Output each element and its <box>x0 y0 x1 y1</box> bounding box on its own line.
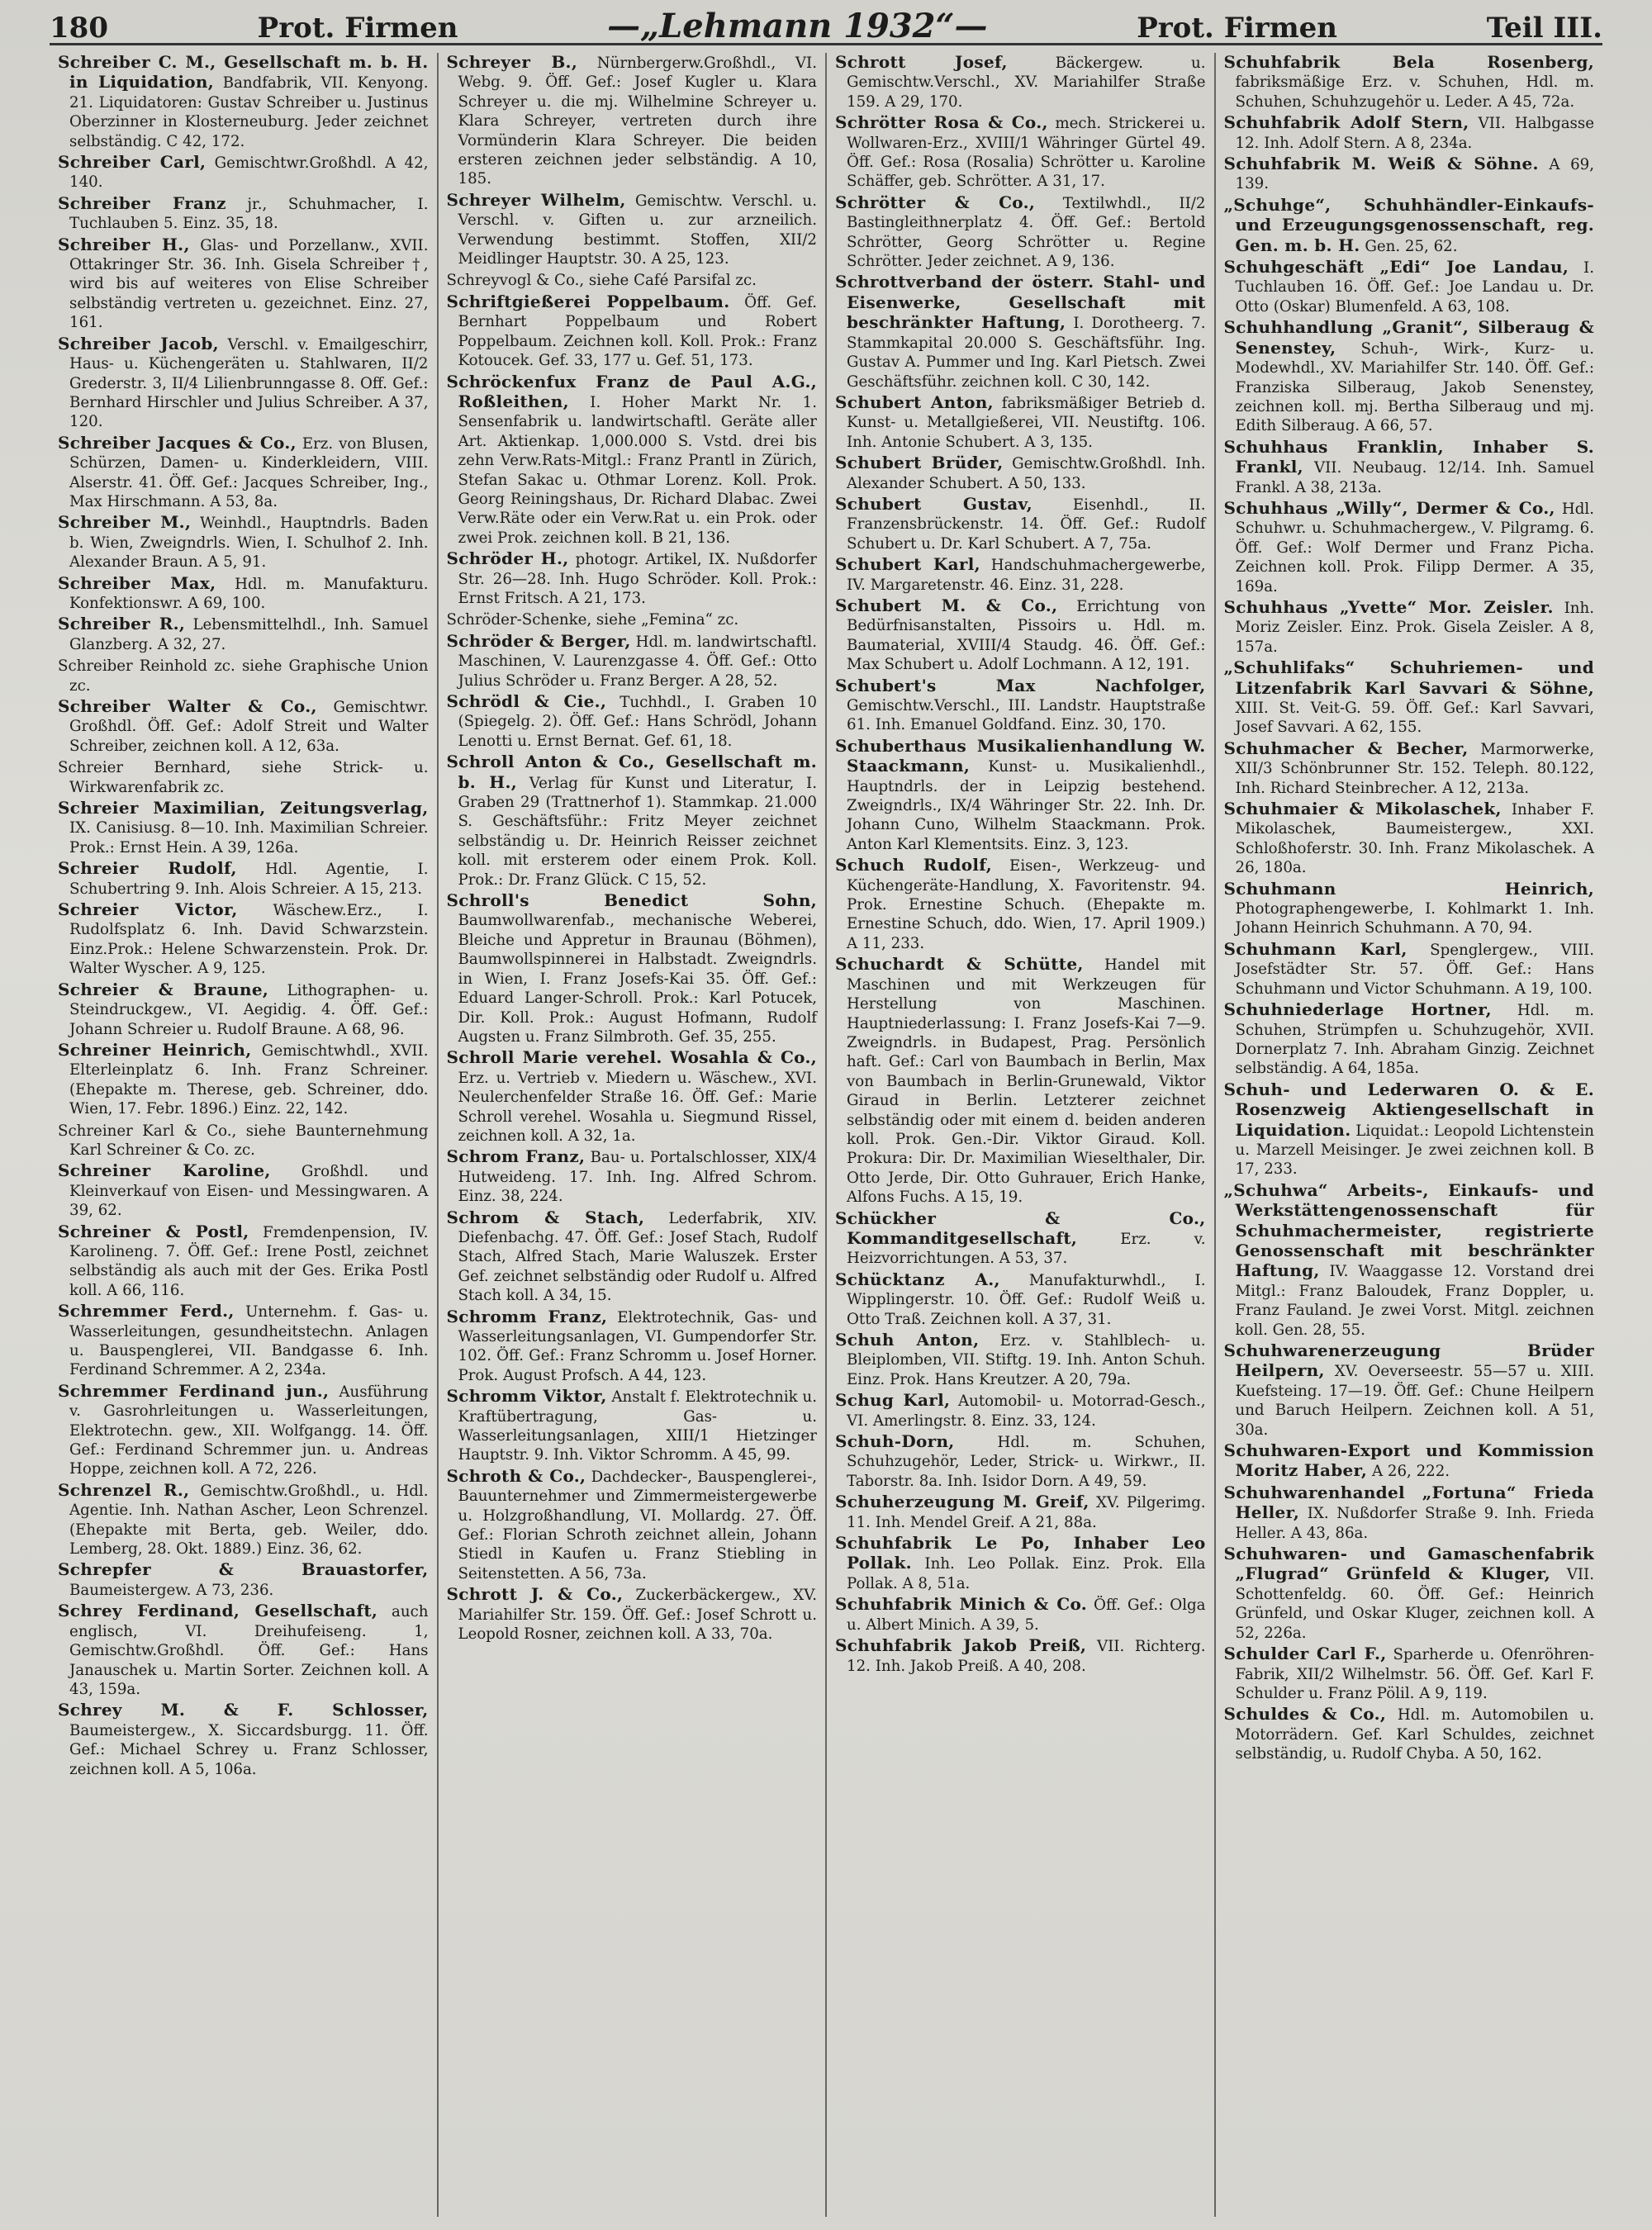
directory-entry <box>1224 739 1595 798</box>
entry-details: XIII. St. Veit-G. 59. Öff. Gef.: Karl Savvari, Josef Savvari. A 62, 155. <box>1235 700 1594 737</box>
firm-name: Schreiber Franz <box>58 192 226 213</box>
firm-name: Schuberthaus Musikalienhandlung W. Staackmann, <box>835 735 1206 776</box>
firm-name: Schug Karl, <box>835 1390 951 1411</box>
entry-details: Lederfabrik, XIV. Diefenbachg. 47. Öff. Gef.: Josef Stach, Rudolf Stach, Alfred Stach, Marie Waluszek. Erster Gef. zeichnet selbständig oder Rudolf u. Alfred Stach koll. A 34, 15. <box>458 1209 817 1305</box>
firm-name: Schreiner Karoline, <box>58 1160 271 1181</box>
entry-details: Erz. u. Vertrieb v. Miedern u. Wäschew., XVI. Neulerchenfelder Straße 16. Öff. Gef.: Marie Schroll verehel. Wosahla u. Siegmund Rissel, zeichnen koll. A 32, 1a. <box>458 1069 817 1145</box>
directory-entry <box>1224 1341 1595 1440</box>
directory-entry <box>1224 658 1595 738</box>
firm-name: Schuhfabrik M. Weiß & Söhne. <box>1223 154 1539 174</box>
directory-entry <box>58 513 429 572</box>
directory-entry <box>58 697 429 756</box>
entry-details: Liquidat.: Leopold Lichtenstein u. Marzell Meisinger. Je zwei zeichnen koll. B 17, 233. <box>1235 1122 1594 1179</box>
firm-name: Schrom & Stach, <box>446 1207 645 1227</box>
entry-details: Dachdecker-, Bauspenglerei-, Bauunternehmer und Zimmermeistergewerbe u. Holzgroßhandlung, VI. Mollardg. 27. Öff. Gef.: Florian Schroth zeichnet allein, Johann Stiedl in Kaufen u. Franz Stiebling in Seitenstetten. A 56, 73a. <box>458 1468 817 1582</box>
firm-name: Schreier Rudolf, <box>58 858 237 879</box>
entry-details: Baumwollwarenfab., mechanische Weberei, Bleiche und Appretur in Braunau (Böhmen), Baumwollspinnerei in Halbstadt. Zweigndrls. in Wien, I. Franz Josefs-Kai 35. Öff. Gef.: Eduard Langer-Schroll. Prok.: Karl Potucek, Dir. Koll. Prok.: August Hofmann, Rudolf Augsten u. Franz Silmbroth. Gef. 35, 255. <box>458 912 817 1046</box>
directory-entry <box>58 1481 429 1559</box>
entry-details: jr., Schuhmacher, I. Tuchlauben 5. Einz. 35, 18. <box>69 195 429 233</box>
entry-details: Hdl. m. Manufakturu. Konfektionswr. A 69, 100. <box>69 575 429 612</box>
directory-entry <box>835 1270 1206 1329</box>
entry-details: Automobil- u. Motorrad-Gesch., VI. Amerlingstr. 8. Einz. 33, 124. <box>847 1393 1206 1430</box>
entry-details: Glas- und Porzellanw., XVII. Ottakringer Str. 36. Inh. Gisela Schreiber †, wird bis auf weiteres von Elise Schreiber selbständig vertreten u. gezeichnet. Einz. 27, 161. <box>69 236 429 332</box>
firm-name: Schuhhandlung „Granit“, Silberaug & Senenstey, <box>1223 317 1594 358</box>
directory-entry <box>447 1585 818 1644</box>
firm-name: Schuhmann Heinrich, <box>1223 878 1594 899</box>
directory-entry <box>1224 1000 1595 1079</box>
entry-details: Gemischtwr.Großhdl. A 42, 140. <box>69 154 429 192</box>
directory-entry <box>58 235 429 333</box>
firm-name: Schrottverband der österr. Stahl- und Eisenwerke, Gesellschaft mit beschränkter Haftung, <box>835 272 1206 333</box>
directory-entry <box>1224 499 1595 596</box>
firm-name: Schuhfabrik Jakob Preiß, <box>835 1635 1087 1656</box>
directory-entry <box>58 434 429 512</box>
directory-entry <box>835 53 1206 112</box>
firm-name: Schuh- und Lederwaren O. & E. Rosenzweig Aktiengesellschaft in Liquidation. <box>1223 1079 1594 1140</box>
directory-entry <box>58 859 429 899</box>
entry-details: I. Tuchlauben 16. Öff. Gef.: Joe Landau u. Dr. Otto (Oskar) Blumenfeld. A 63, 108. <box>1235 259 1595 316</box>
firm-name: Schuch Rudolf, <box>835 855 993 875</box>
firm-name: Schrey M. & F. Schlosser, <box>58 1700 429 1720</box>
directory-entry <box>58 799 429 857</box>
directory-entry <box>447 191 818 269</box>
directory-entry <box>1224 1483 1595 1543</box>
firm-name: Schröckenfux Franz de Paul A.G., Roßleithen, <box>446 371 817 411</box>
columns-container <box>50 53 1602 2217</box>
directory-entry <box>835 737 1206 854</box>
firm-name: Schrom Franz, <box>446 1146 586 1167</box>
entry-details: Öff. Gef.: Olga u. Albert Minich. A 39, 5. <box>847 1597 1206 1634</box>
directory-entry <box>1224 880 1595 938</box>
entry-details: auch englisch, VI. Dreihufeiseng. 1, Gemischtw.Großhdl. Öff. Gef.: Hans Janauschek u. Martin Sorter. Zeichnen koll. A 43, 159a. <box>69 1603 429 1698</box>
firm-name: Schreiber H., <box>58 234 190 254</box>
firm-name: Schreiber C. M., Gesellschaft m. b. H. in Liquidation, <box>58 53 429 93</box>
entry-details: IX. Nußdorfer Straße 9. Inh. Frieda Heller. A 43, 86a. <box>1235 1505 1594 1542</box>
directory-entry <box>447 1387 818 1465</box>
firm-name: Schuhfabrik Le Po, Inhaber Leo Pollak. <box>835 1533 1206 1573</box>
firm-name: Schückher & Co., Kommanditgesellschaft, <box>835 1208 1206 1248</box>
entry-details: Zuckerbäckergew., XV. Mariahilfer Str. 159. Öff. Gef.: Josef Schrott u. Leopold Rosner, zeichnen koll. A 33, 70a. <box>458 1587 817 1644</box>
directory-entry <box>447 610 818 629</box>
entry-details: Lithographen- u. Steindruckgew., VI. Aegidig. 4. Öff. Gef.: Johann Schreier u. Rudolf Braune. A 68, 96. <box>69 981 429 1038</box>
firm-name: Schuhhaus Franklin, Inhaber S. Frankl, <box>1223 436 1594 477</box>
directory-entry <box>447 1467 818 1583</box>
firm-name: „Schuhwa“ Arbeits-, Einkaufs- und Werkstättengenossenschaft für Schuhmachermeister, registrierte Genossenschaft mit beschränkter Haftung, <box>1223 1179 1594 1281</box>
directory-entry <box>1224 1080 1595 1179</box>
firm-name: Schreyer Wilhelm, <box>446 189 626 210</box>
directory-entry <box>835 955 1206 1207</box>
entry-details: Hdl. Schuhwr. u. Schuhmachergew., V. Pilgramg. 6. Öff. Gef.: Wolf Dermer und Franz Picha. Zeichnen koll. Prok. Filipp Dermer. A 35, 169a. <box>1235 500 1594 595</box>
left-running-title: Prot. Firmen <box>257 12 458 45</box>
directory-entry <box>1224 196 1595 256</box>
entry-details: Wäschew.Erz., I. Rudolfsplatz 6. Inh. David Schwarzstein. Einz.Prok.: Helene Schwarzenstein. Prok. Dr. Walter Wyscher. A 9, 125. <box>69 902 429 978</box>
directory-entry <box>58 757 429 797</box>
directory-entry <box>58 900 429 979</box>
firm-name: Schuldes & Co., <box>1223 1704 1387 1725</box>
directory-entry <box>1224 940 1595 999</box>
firm-name: Schreiner & Postl, <box>58 1221 249 1241</box>
firm-name: Schuhfabrik Adolf Stern, <box>1223 112 1469 133</box>
entry-details: Eisenhdl., II. Franzensbrückenstr. 14. Öff. Gef.: Rudolf Schubert u. Dr. Karl Schubert. A 7, 75a. <box>847 496 1206 553</box>
directory-entry <box>447 692 818 751</box>
entry-details: A 26, 222. <box>1367 1463 1450 1481</box>
firm-name: Schröder H., <box>446 548 569 569</box>
directory-entry <box>835 856 1206 953</box>
firm-name: Schroll's Benedict Sohn, <box>446 890 817 911</box>
entry-details: XV. Oeverseestr. 55—57 u. XIII. Kuefsteing. 17—19. Öff. Gef.: Chune Heilpern und Baruch Heilpern. Zeichnen koll. A 51, 30a. <box>1235 1363 1594 1439</box>
entry-details: Erz. v. Heizvorrichtungen. A 53, 37. <box>847 1230 1206 1268</box>
firm-name: Schreiber Walter & Co., <box>58 696 317 716</box>
entry-details: VII. Richterg. 12. Inh. Jakob Preiß. A 40, 208. <box>847 1638 1206 1675</box>
entry-details: photogr. Artikel, IX. Nußdorfer Str. 26—28. Inh. Hugo Schröder. Koll. Prok.: Ernst Fritsch. A 21, 173. <box>458 551 818 607</box>
entry-details: Verschl. v. Emailgeschirr, Haus- u. Küchengeräten u. Stahlwaren, II/2 Grederstr. 3, II/4 Lilienbrunngasse 8. Off. Gef.: Bernhard Hirschler und Julius Schreiber. A 37, 120. <box>69 335 429 431</box>
firm-name: Schreiber Jacob, <box>58 333 219 353</box>
entry-details: Elektrotechnik, Gas- und Wasserleitungsanlagen, VI. Gumpendorfer Str. 102. Öff. Gef.: Franz Schromm u. Josef Horner. Prok. August Profsch. A 44, 123. <box>458 1308 817 1384</box>
directory-entry <box>58 1222 429 1301</box>
entry-details: Öff. Gef. Bernhart Poppelbaum und Robert Poppelbaum. Zeichnen koll. Koll. Prok.: Franz Kotoucek. Gef. 33, 177 u. Gef. 51, 173. <box>458 293 818 370</box>
entry-details: Kunst- u. Musikalienhdl., Hauptndrls. der in Leipzig bestehend. Zweigndrls., IX/4 Währinger Str. 22. Inh. Dr. Johann Cuno, Wilhelm Staackmann. Prok. Anton Karl Klementsits. Einz. 3, 123. <box>847 758 1206 853</box>
directory-entry <box>58 1701 429 1779</box>
firm-name: Schreiber Carl, <box>58 152 206 173</box>
text-column <box>1216 53 1603 2217</box>
firm-name: Schrödl & Cie., <box>446 691 607 711</box>
text-column <box>827 53 1216 2217</box>
entry-details: Manufakturwhdl., I. Wipplingerstr. 10. Öff. Gef.: Rudolf Weiß u. Otto Traß. Zeichnen koll. A 37, 31. <box>847 1271 1206 1328</box>
firm-name: Schuhhaus „Willy“, Dermer & Co., <box>1223 497 1555 518</box>
entry-details: Eisen-, Werkzeug- und Küchengeräte-Handlung, X. Favoritenstr. 94. Prok. Ernestine Schuch. (Ehepakte m. Ernestine Schuch, ddo. Wien, 17. April 1909.) A 11, 233. <box>847 857 1206 952</box>
directory-entry <box>447 270 818 290</box>
directory-entry <box>58 980 429 1039</box>
entry-details: Anstalt f. Elektrotechnik u. Kraftübertragung, Gas- u. Wasserleitungsanlagen, XIII/1 Hietzinger Hauptstr. 9. Inh. Viktor Schromm. A 45, 99. <box>458 1388 818 1464</box>
directory-entry <box>835 1636 1206 1676</box>
directory-entry <box>835 1432 1206 1491</box>
entry-details: Marmorwerke, XII/3 Schönbrunner Str. 152. Teleph. 80.122, Inh. Richard Steinbrecher. A 12, 213a. <box>1235 740 1594 797</box>
directory-entry <box>1224 1644 1595 1703</box>
firm-name: Schubert's Max Nachfolger, <box>835 675 1206 695</box>
entry-details: Inh. Leo Pollak. Einz. Prok. Ella Pollak. A 8, 51a. <box>847 1555 1206 1592</box>
entry-details: Schuh-, Wirk-, Kurz- u. Modewhdl., XV. Mariahilfer Str. 140. Öff. Gef.: Franziska Silberaug, Jakob Senenstey, zeichnen koll. mj. Bertha Silberaug und mj. Edith Silberaug. A 66, 57. <box>1235 339 1594 435</box>
entry-details: IV. Waaggasse 12. Vorstand drei Mitgl.: Franz Baloudek, Franz Doppler, u. Franz Fauland. Je zwei Vorst. Mitgl. zeichnen koll. Gen. 28, 55. <box>1235 1263 1594 1339</box>
entry-details: Handel mit Maschinen und mit Werkzeugen für Herstellung von Maschinen. Hauptniederlassung: I. Franz Josefs-Kai 7—9. Zweigndrls. in Budapest, Prag. Persönlich haft. Gef.: Carl von Baumbach in Berlin, Max von Baumbach in Berlin-Grunewald, Viktor Giraud in Berlin. Letzterer zeichnet selbständig oder mit einem d. beiden anderen koll. Prok. Gen.-Dir. Viktor Giraud. Koll. Prokura: Dir. Dr. Maximilian Wieselthaler, Dir. Otto Jerde, Dir. Otto Guhrauer, Erich Hanke, Alfons Fuchs. A 15, 19. <box>847 956 1206 1207</box>
firm-name: Schroll Anton & Co., Gesellschaft m. b. H., <box>446 752 817 792</box>
directory-entry <box>58 1382 429 1479</box>
directory-entry <box>58 1302 429 1380</box>
entry-details: Baumeistergew. A 73, 236. <box>69 1581 274 1599</box>
firm-name: Schremmer Ferdinand jun., <box>58 1380 330 1401</box>
entry-details: Großhdl. und Kleinverkauf von Eisen- und Messingwaren. A 39, 62. <box>69 1163 429 1220</box>
directory-entry <box>1224 1441 1595 1482</box>
firm-name: Schuhhaus „Yvette“ Mor. Zeisler. <box>1223 596 1554 617</box>
entry-details: VII. Neubaug. 12/14. Inh. Samuel Frankl. A 38, 213a. <box>1235 459 1594 496</box>
entry-details: Lebensmittelhdl., Inh. Samuel Glanzberg. A 32, 27. <box>69 616 429 653</box>
directory-entry <box>58 1560 429 1600</box>
text-column <box>439 53 828 2217</box>
entry-details: Weinhdl., Hauptndrls. Baden b. Wien, Zweigndrls. Wien, I. Schulhof 2. Inh. Alexander Braun. A 5, 91. <box>69 515 429 572</box>
directory-entry <box>447 53 818 189</box>
directory-entry <box>1224 1705 1595 1763</box>
directory-entry <box>447 752 818 890</box>
entry-details: Gemischtwr. Großhdl. Öff. Gef.: Adolf Streit und Walter Schreiber, zeichnen koll. A 12, 63a. <box>69 699 429 755</box>
firm-name: Schreiber M., <box>58 512 192 533</box>
entry-details: A 69, 139. <box>1235 156 1594 193</box>
firm-name: Schreiber R., <box>58 614 186 634</box>
firm-name: Schreier Maximilian, Zeitungsverlag, <box>58 798 429 818</box>
entry-details: Bäckergew. u. Gemischtw.Verschl., XV. Mariahilfer Straße 159. A 29, 170. <box>847 55 1206 111</box>
directory-entry <box>58 1041 429 1119</box>
firm-name: Schremmer Ferd., <box>58 1301 235 1321</box>
firm-name: Schroll Marie verehel. Wosahla & Co., <box>446 1047 817 1068</box>
directory-entry <box>835 273 1206 391</box>
firm-name: „Schuhlifaks“ Schuhriemen- und Litzenfabrik Karl Savvari & Söhne, <box>1223 657 1594 698</box>
entry-details: Gemischtwhdl., XVII. Elterleinplatz 6. Inh. Franz Schreiner. (Ehepakte m. Therese, geb. Schreiner, ddo. Wien, 17. Febr. 1896.) Einz. 22, 142. <box>69 1041 429 1118</box>
entry-details: Hdl. m. Schuhen, Strümpfen u. Schuhzugehör, XVII. Dornerplatz 7. Inh. Abraham Ginzig. Zeichnet selbständig. A 64, 185a. <box>1235 1002 1594 1078</box>
directory-entry <box>447 1048 818 1146</box>
directory-entry <box>835 1595 1206 1635</box>
right-running-title: Prot. Firmen <box>1137 12 1338 45</box>
firm-name: Schrott J. & Co., <box>446 1584 624 1605</box>
entry-details: Handschuhmachergewerbe, IV. Margaretenstr. 46. Einz. 31, 228. <box>847 557 1206 594</box>
entry-details: Inhaber F. Mikolaschek, Baumeistergew., XXI. Schloßhoferstr. 30. Inh. Franz Mikolaschek. A 26, 180a. <box>1235 801 1594 877</box>
directory-entry <box>835 1331 1206 1389</box>
firm-name: Schrötter Rosa & Co., <box>835 112 1048 133</box>
directory-entry <box>58 1121 429 1160</box>
directory-entry <box>835 596 1206 675</box>
directory-entry <box>58 614 429 654</box>
entry-details: Baumeistergew., X. Siccardsburgg. 11. Öff. Gef.: Michael Schrey u. Franz Schlosser, zeichnen koll. A 5, 106a. <box>69 1721 429 1778</box>
directory-entry <box>58 1161 429 1220</box>
firm-name: Schreiber Jacques & Co., <box>58 432 297 453</box>
firm-name: Schuhwarenerzeugung Brüder Heilpern, <box>1223 1340 1594 1381</box>
directory-entry <box>1224 1181 1595 1340</box>
directory-entry <box>447 891 818 1046</box>
directory-entry <box>835 676 1206 735</box>
page-header <box>50 7 1602 45</box>
entry-details: Ausführung v. Gasrohrleitungen u. Wasserleitungen, Elektrotechn. gew., XII. Wolfgangg. 14. Öff. Gef.: Ferdinand Schremmer jun. u. Andreas Hoppe, zeichnen koll. A 72, 226. <box>69 1383 429 1478</box>
firm-name: Schrey Ferdinand, Gesellschaft, <box>58 1601 378 1621</box>
directory-entry <box>1224 438 1595 497</box>
directory-entry <box>447 1307 818 1386</box>
entry-details: Hdl. Agentie, I. Schubertring 9. Inh. Alois Schreier. A 15, 213. <box>69 861 429 898</box>
firm-name: Schuhmaier & Mikolaschek, <box>1223 799 1502 819</box>
firm-name: Schuhgeschäft „Edi“ Joe Landau, <box>1223 257 1569 278</box>
firm-name: Schuchardt & Schütte, <box>835 954 1084 975</box>
firm-name: Schreier Victor, <box>58 899 238 920</box>
entry-details: mech. Strickerei u. Wollwaren-Erz., XVIII/1 Währinger Gürtel 49. Öff. Gef.: Rosa (Rosalia) Schrötter u. Karoline Schäffer, geb. Schrötter. A 31, 17. <box>847 115 1206 191</box>
entry-details: Erz. von Blusen, Schürzen, Damen- u. Kinderkleidern, VIII. Alserstr. 41. Öff. Gef.: Jacques Schreiber, Ing., Max Hirschmann. A 53, 8a. <box>69 434 429 510</box>
part-label: Teil III. <box>1486 12 1602 45</box>
firm-name: Schromm Franz, <box>446 1306 608 1326</box>
directory-entry <box>447 1208 818 1306</box>
firm-name: Schubert Gustav, <box>835 493 1033 514</box>
directory-entry <box>447 292 818 371</box>
entry-details: Gemischtw.Verschl., III. Landstr. Hauptstraße 61. Inh. Emanuel Goldfand. Einz. 30, 170. <box>847 697 1206 734</box>
directory-entry <box>835 393 1206 452</box>
firm-name: Schreiber Max, <box>58 572 216 593</box>
firm-name: Schrott Josef, <box>835 53 1008 72</box>
firm-name: Schreiner Heinrich, <box>58 1039 252 1060</box>
directory-entry <box>58 194 429 234</box>
firm-name: Schuhwaren- und Gamaschenfabrik „Flugrad“ Grünfeld & Kluger, <box>1223 1544 1594 1584</box>
entry-details: XV. Pilgerimg. 11. Inh. Mendel Greif. A 21, 88a. <box>847 1494 1206 1531</box>
directory-entry <box>835 495 1206 553</box>
entry-details: Nürnbergerw.Großhdl., VI. Webg. 9. Öff. Gef.: Josef Kugler u. Klara Schreyer u. die mj. Wilhelmine Schreyer u. Klara Schreyer, vertreten durch ihre Vormünderin Klara Schreyer. Die beiden ersteren zeichnen jeder selbständig. A 10, 185. <box>458 55 817 188</box>
directory-entry <box>58 153 429 192</box>
entry-details: fabriksmäßige Erz. v. Schuhen, Hdl. m. Schuhen, Schuhzugehör u. Leder. A 45, 72a. <box>1235 74 1594 111</box>
directory-entry <box>835 1209 1206 1269</box>
directory-entry <box>1224 154 1595 194</box>
firm-name: Schücktanz A., <box>835 1269 1000 1289</box>
entry-details: IX. Canisiusg. 8—10. Inh. Maximilian Schreier. Prok.: Ernst Hein. A 39, 126a. <box>69 819 429 856</box>
firm-name: Schuh Anton, <box>835 1330 980 1350</box>
firm-name: Schroth & Co., <box>446 1465 586 1486</box>
entry-details: VII. Schottenfeldg. 60. Öff. Gef.: Heinrich Grünfeld, und Oskar Kluger, zeichnen koll. A 52, 226a. <box>1235 1566 1594 1642</box>
directory-entry <box>835 1492 1206 1532</box>
firm-name: Schubert Anton, <box>835 391 994 412</box>
entry-details: Gemischtw. Verschl. u. Verschl. v. Giften u. zur arzneilich. Verwendung bestimmt. Stoffen, XII/2 Meidlinger Hauptstr. 30. A 25, 123. <box>458 192 817 268</box>
firm-name: Schröder & Berger, <box>446 630 631 651</box>
firm-name: Schriftgießerei Poppelbaum. <box>446 291 730 311</box>
directory-entry <box>1224 318 1595 435</box>
directory-entry <box>447 549 818 608</box>
directory-entry <box>1224 598 1595 657</box>
directory-entry <box>1224 799 1595 878</box>
entry-details: Hdl. m. Schuhen, Schuhzugehör, Leder, Strick- u. Wirkwr., II. Taborstr. 8a. Inh. Isidor Dorn. A 49, 59. <box>847 1434 1206 1490</box>
directory-entry <box>58 574 429 614</box>
entry-details: I. Dorotheerg. 7. Stammkapital 20.000 S. Geschäftsführ. Ing. Gustav A. Pummer und Ing. Karl Pietsch. Zwei Geschäftsführ. zeichnen koll. C 30, 142. <box>847 315 1206 391</box>
entry-details: Hdl. m. landwirtschaftl. Maschinen, V. Laurenzgasse 4. Öff. Gef.: Otto Julius Schröder u. Franz Berger. A 28, 52. <box>458 633 818 690</box>
entry-details: Fremdenpension, IV. Karolineng. 7. Öff. Gef.: Irene Postl, zeichnet selbständig als auch mit der Ges. Erika Postl koll. A 66, 116. <box>69 1223 429 1299</box>
firm-name: Schuhfabrik Minich & Co. <box>835 1594 1088 1615</box>
entry-details: Gemischtw.Großhdl. Inh. Alexander Schubert. A 50, 133. <box>847 455 1206 492</box>
entry-details: I. Hoher Markt Nr. 1. Sensenfabrik u. landwirtschaftl. Geräte aller Art. Aktienkap. 1,000.000 S. Vstd. drei bis zehn Verw.Rats-Mitgl.: Franz Prantl in Zürich, Stefan Sakac u. Othmar Lorenz. Koll. Prok. Georg Reiningshaus, Dr. Richard Dlabac. Zwei Verw.Räte oder ein Verw.Rat u. ein Prok. oder zwei Prok. zeichnen koll. B 21, 136. <box>458 393 817 547</box>
directory-entry <box>835 555 1206 595</box>
firm-name: Schuhwarenhandel „Fortuna“ Frieda Heller, <box>1223 1482 1594 1523</box>
entry-details: Schreyvogl & Co., siehe Café Parsifal zc. <box>446 272 757 290</box>
entry-details: Spenglergew., VIII. Josefstädter Str. 57. Öff. Gef.: Hans Schuhmann und Victor Schuhmann. A 19, 100. <box>1235 941 1595 998</box>
entry-details: Errichtung von Bedürfnisanstalten, Pissoirs u. Hdl. m. Baumaterial, XVIII/4 Staudg. 46. Öff. Gef.: Max Schubert u. Adolf Lochmann. A 12, 191. <box>847 597 1206 674</box>
page-number: 180 <box>50 12 108 45</box>
firm-name: Schrötter & Co., <box>835 192 1036 212</box>
firm-name: Schubert Brüder, <box>835 453 1004 473</box>
firm-name: Schuherzeugung M. Greif, <box>835 1492 1089 1512</box>
entry-details: Erz. v. Stahlblech- u. Bleiplomben, VII. Stiftg. 19. Inh. Anton Schuh. Einz. Prok. Hans Kreutzer. A 20, 79a. <box>847 1332 1206 1388</box>
firm-name: Schubert M. & Co., <box>835 595 1058 615</box>
entry-details: Schreier Bernhard, siehe Strick- u. Wirkwarenfabrik zc. <box>58 759 429 796</box>
firm-name: Schuh-Dorn, <box>835 1431 955 1452</box>
entry-details: Photographengewerbe, I. Kohlmarkt 1. Inh. Johann Heinrich Schuhmann. A 70, 94. <box>1235 900 1594 937</box>
directory-entry <box>835 453 1206 493</box>
directory-entry <box>447 1147 818 1206</box>
directory-entry <box>447 632 818 690</box>
entry-details: Textilwhdl., II/2 Bastingleithnerplatz 4. Öff. Gef.: Bertold Schrötter, Georg Schrötter u. Regine Schrötter. Jeder zeichnet. A 9, 136. <box>847 194 1206 271</box>
directory-entry <box>835 1391 1206 1431</box>
entry-details: Hdl. m. Automobilen u. Motorrädern. Gef. Karl Schuldes, zeichnet selbständig, u. Rudolf Chyba. A 50, 162. <box>1235 1706 1594 1763</box>
firm-name: „Schuhge“, Schuhhändler-Einkaufs- und Erzeugungsgenossenschaft, reg. Gen. m. b. H. <box>1223 194 1594 255</box>
directory-entry <box>447 372 818 548</box>
firm-name: Schuhmann Karl, <box>1223 938 1408 959</box>
publication-title: —„Lehmann 1932“— <box>607 7 988 45</box>
entry-details: Unternehm. f. Gas- u. Wasserleitungen, gesundheitstechn. Anlagen u. Bauspenglerei, VII. Bandgasse 6. Inh. Ferdinand Schremmer. A 2, 234a. <box>69 1303 429 1379</box>
firm-name: Schreier & Braune, <box>58 979 269 999</box>
directory-entry <box>58 1601 429 1699</box>
directory-entry <box>58 656 429 695</box>
firm-name: Schromm Viktor, <box>446 1386 607 1407</box>
entry-details: Inh. Moriz Zeisler. Einz. Prok. Gisela Zeisler. A 8, 157a. <box>1235 599 1594 656</box>
entry-details: Tuchhdl., I. Graben 10 (Spiegelg. 2). Öff. Gef.: Hans Schrödl, Johann Lenotti u. Ernst Bernat. Gef. 61, 18. <box>458 694 817 750</box>
entry-details: Gen. 25, 62. <box>1360 237 1458 255</box>
firm-name: Schuhwaren-Export und Kommission Moritz Haber, <box>1223 1440 1594 1481</box>
entry-details: Verlag für Kunst und Literatur, I. Graben 29 (Trattnerhof 1). Stammkap. 21.000 S. Geschäftsführ.: Fritz Meyer zeichnet selbständig u. Dr. Heinrich Reisser zeichnet koll. mit ersterem oder einem Prok. Koll. Prok.: Dr. Franz Glück. C 15, 52. <box>458 774 817 889</box>
entry-details: Schröder-Schenke, siehe „Femina“ zc. <box>446 611 739 629</box>
entry-details: Schreiner Karl & Co., siehe Baunternehmung Karl Schreiner & Co. zc. <box>58 1122 429 1159</box>
directory-entry <box>1224 258 1595 316</box>
firm-name: Schuhmacher & Becher, <box>1223 738 1469 758</box>
entry-details: Schreiber Reinhold zc. siehe Graphische Union zc. <box>58 657 429 695</box>
firm-name: Schuhfabrik Bela Rosenberg, <box>1223 53 1594 72</box>
directory-entry <box>1224 1544 1595 1643</box>
firm-name: Schreyer B., <box>446 53 578 72</box>
directory-entry <box>58 334 429 432</box>
directory-entry <box>58 53 429 151</box>
text-column <box>50 53 439 2217</box>
entry-details: VII. Halbgasse 12. Inh. Adolf Stern. A 8, 234a. <box>1235 115 1594 152</box>
firm-name: Schrepfer & Brauastorfer, <box>58 1559 429 1580</box>
firm-name: Schubert Karl, <box>835 554 980 575</box>
entry-details: Sparherde u. Ofenröhren-Fabrik, XII/2 Wilhelmstr. 56. Öff. Gef. Karl F. Schulder u. Franz Pölil. A 9, 119. <box>1235 1646 1594 1702</box>
directory-entry <box>835 113 1206 192</box>
entry-details: Bandfabrik, VII. Kenyong. 21. Liquidatoren: Gustav Schreiber u. Justinus Oberzinner in Klosterneuburg. Jeder zeichnet selbständig. C 42, 172. <box>69 74 429 150</box>
directory-entry <box>1224 113 1595 153</box>
entry-details: Bau- u. Portalschlosser, XIX/4 Hutweideng. 17. Inh. Ing. Alfred Schrom. Einz. 38, 224. <box>458 1149 817 1206</box>
entry-details: fabriksmäßiger Betrieb d. Kunst- u. Metallgießerei, VII. Neustiftg. 106. Inh. Antonie Schubert. A 3, 135. <box>847 394 1206 451</box>
firm-name: Schuhniederlage Hortner, <box>1223 999 1492 1020</box>
firm-name: Schrenzel R., <box>58 1479 190 1500</box>
directory-entry <box>1224 53 1595 112</box>
directory-entry <box>835 1534 1206 1593</box>
firm-name: Schulder Carl F., <box>1223 1644 1387 1664</box>
entry-details: Gemischtw.Großhdl., u. Hdl. Agentie. Inh. Nathan Ascher, Leon Schrenzel. (Ehepakte mit Berta, geb. Weiler, ddo. Lemberg, 28. Okt. 1889.) Einz. 36, 62. <box>69 1482 429 1559</box>
directory-entry <box>835 193 1206 272</box>
